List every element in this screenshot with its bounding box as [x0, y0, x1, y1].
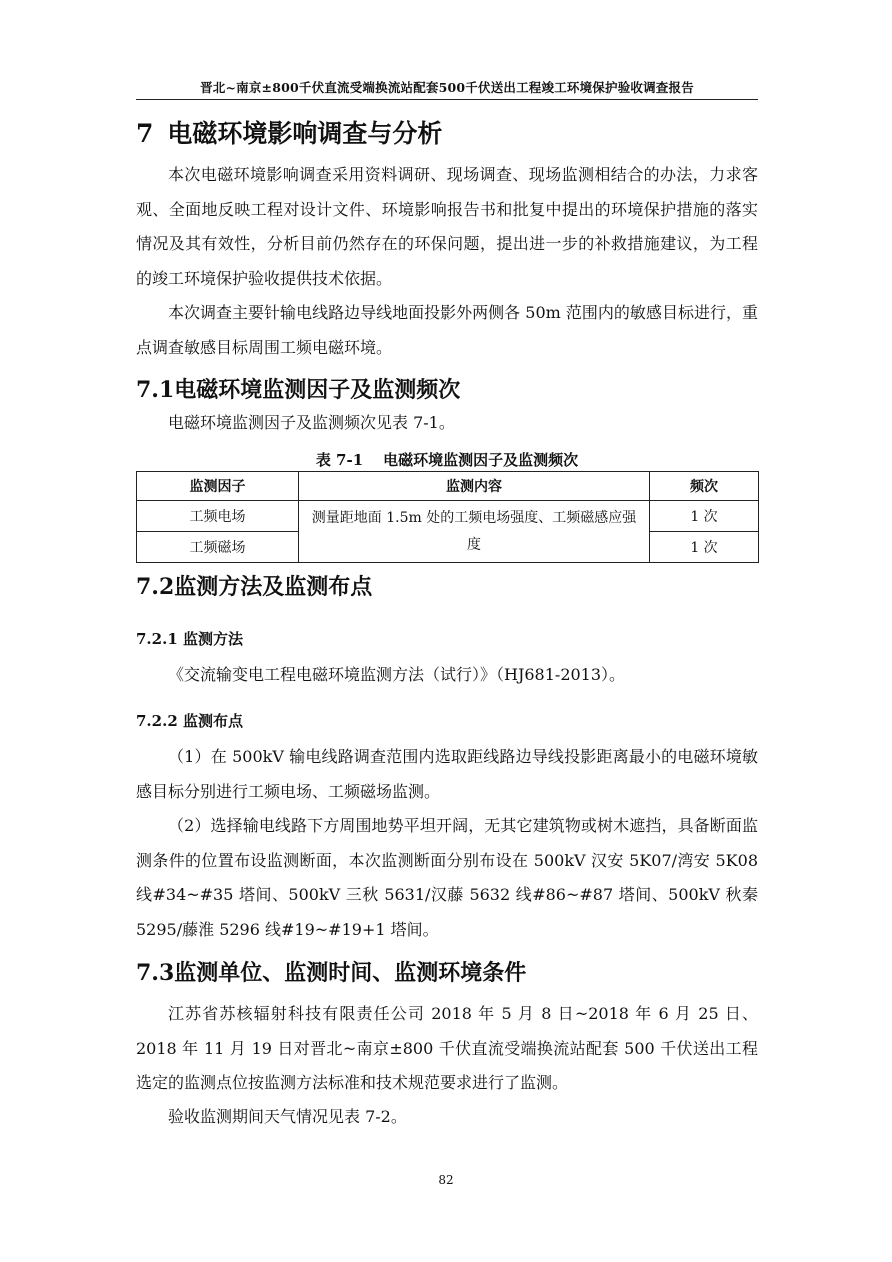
section-7-2-1-text: 《交流输变电工程电磁环境监测方法（试行）》（HJ681-2013）。 — [168, 665, 626, 684]
table-caption-number: 表 7-1 — [315, 451, 364, 469]
table-header-row — [137, 472, 759, 501]
chapter-heading — [136, 114, 442, 150]
table-header-frequency: 频次 — [650, 472, 759, 501]
table-cell-factor: 工频电场 — [137, 501, 299, 532]
section-7-3-paragraph-2: 验收监测期间天气情况见表 7-2。 — [168, 1107, 407, 1126]
section-7-1-text: 电磁环境监测因子及监测频次见表 7-1。 — [168, 413, 455, 432]
section-7-2-2-paragraph-2: （2）选择输电线路下方周围地势平坦开阔，无其它建筑物或树木遮挡，具备断面监测条件的位置布设监测断面，本次监测断面分别布设在 500kV 汉安 5K07/湾安 5K08 线#34~#35 塔间、500kV 三秋 5631/汉藤 5632 线#86~#87 塔间、500kV 秋秦 5295/藤淮 5296 线#19~#19+1 塔间。 — [136, 816, 758, 939]
table-caption-title: 电磁环境监测因子及监测频次 — [383, 451, 579, 469]
section-7-3-heading: 7.3监测单位、监测时间、监测环境条件 — [136, 960, 527, 986]
table-7-1-caption — [136, 449, 758, 470]
header-divider — [136, 99, 758, 100]
section-7-2-1-heading: 7.2.1 监测方法 — [136, 630, 243, 648]
section-7-1-heading: 7.1电磁环境监测因子及监测频次 — [136, 377, 461, 403]
monitoring-factors-table — [136, 471, 759, 563]
chapter-title: 电磁环境影响调查与分析 — [167, 119, 443, 148]
table-cell-factor: 工频磁场 — [137, 532, 299, 563]
intro-paragraph-1: 本次电磁环境影响调查采用资料调研、现场调查、现场监测相结合的办法，力求客观、全面地反映工程对设计文件、环境影响报告书和批复中提出的环境保护措施的落实情况及其有效性，分析目前仍然存在的环保问题，提出进一步的补救措施建议，为工程的竣工环境保护验收提供技术依据。 — [136, 165, 758, 288]
running-header: 晋北~南京±800千伏直流受端换流站配套500千伏送出工程竣工环境保护验收调查报告 — [200, 80, 694, 95]
table-row — [137, 501, 759, 532]
table-header-factor: 监测因子 — [137, 472, 299, 501]
section-7-2-2-heading: 7.2.2 监测布点 — [136, 712, 243, 730]
section-7-3-paragraph-1: 江苏省苏核辐射科技有限责任公司 2018 年 5 月 8 日~2018 年 6 月 25 日、2018 年 11 月 19 日对晋北~南京±800 千伏直流受端换流站配套 500 千伏送出工程选定的监测点位按监测方法标准和技术规范要求进行了监测。 — [136, 1004, 758, 1092]
intro-paragraph-2: 本次调查主要针输电线路边导线地面投影外两侧各 50m 范围内的敏感目标进行，重点调查敏感目标周围工频电磁环境。 — [136, 303, 758, 357]
table-cell-frequency: 1 次 — [650, 501, 759, 532]
table-cell-frequency: 1 次 — [650, 532, 759, 563]
table-header-content: 监测内容 — [299, 472, 650, 501]
table-cell-content: 测量距地面 1.5m 处的工频电场强度、工频磁感应强度 — [299, 501, 650, 563]
chapter-number: 7 — [136, 119, 154, 148]
section-7-2-2-paragraph-1: （1）在 500kV 输电线路调查范围内选取距线路边导线投影距离最小的电磁环境敏感目标分别进行工频电场、工频磁场监测。 — [136, 747, 758, 801]
section-7-2-heading: 7.2监测方法及监测布点 — [136, 574, 373, 600]
page-number: 82 — [438, 1173, 454, 1187]
